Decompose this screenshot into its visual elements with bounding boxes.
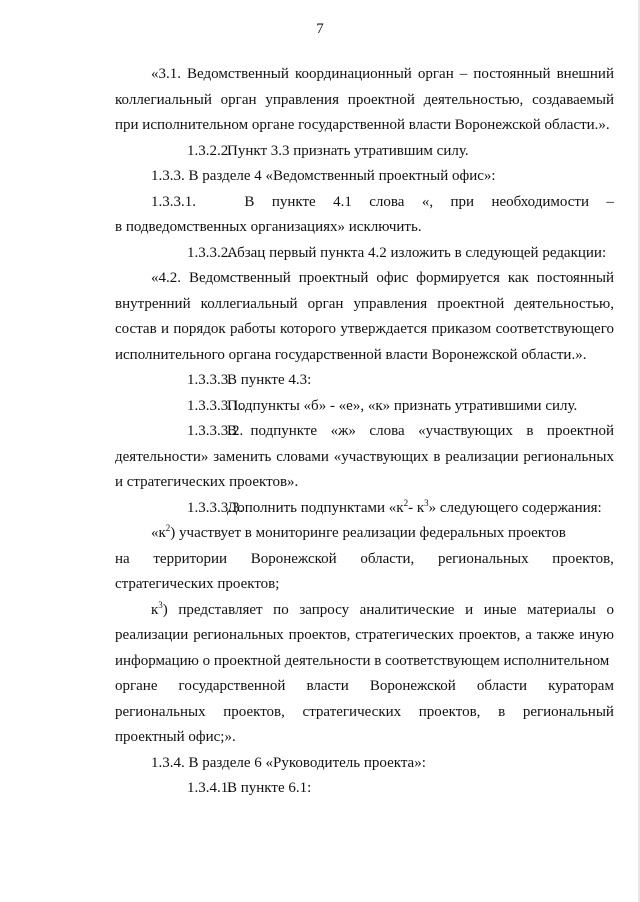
word: региональных [115,703,206,720]
text-part: » следующего содержания: [428,499,602,516]
paragraph-1-3-2-2 [115,139,614,165]
text-line: деятельности» заменить словами «участвующих в реализации региональных [115,448,614,465]
superscript: 3 [158,599,163,610]
word: пункте [271,193,316,210]
word: проектов, [552,550,614,567]
word: на [115,550,130,567]
word: власти [306,678,349,694]
superscript: 2 [403,497,409,508]
subitem-k3-line6: проектный офис;». [115,729,236,745]
paragraph-4-2 [115,266,614,368]
text-line: «4.2. Ведомственный проектный офис формируется как постоянный [151,270,614,286]
clause-number: 1.3.3.2. [187,244,232,261]
text-line: внутренний коллегиальный орган управления проектной деятельностью, [115,295,614,312]
word: стратегических [302,703,402,720]
word: в [498,703,506,720]
word: территории [153,550,228,567]
word: кураторам [548,678,614,694]
text-line: при исполнительном органе государственной власти Воронежской области.». [115,117,610,133]
paragraph-1-3-4-1 [115,776,614,802]
text-line: исполнительного органа государственной власти Воронежской области.». [115,346,587,363]
document-body [115,62,614,802]
paragraph-1-3-3-3-1 [115,394,614,420]
word: 4.1 [333,193,352,210]
text-part: - к [408,499,425,516]
word: региональных [438,550,529,567]
superscript: 3 [424,497,429,508]
text-line: и стратегических проектов». [115,474,299,490]
word: области [476,678,528,694]
clause-text: Подпункты «б» - «е», «к» признать утратившими силу. [227,397,578,414]
paragraph-1-3-3-1-line1 [115,190,614,216]
text-part: ) представляет по запросу аналитические и иные материалы [162,601,596,618]
word: необходимости [491,193,589,210]
word: органе [115,678,158,694]
clause-text: В пункте 4.3: [227,372,312,388]
text-line: коллегиальный орган управления проектной деятельностью, создаваемый [115,91,614,108]
paragraph-1-3-3-3-2 [115,419,614,496]
word: В [244,193,255,210]
word: региональный [522,703,614,720]
subitem-k3-line5 [115,700,614,726]
text-line: «3.1. Ведомственный координационный орган – постоянный внешний [151,66,614,82]
word: Воронежской [369,678,456,694]
clause-number: 1.3.3.3.2. [187,423,244,439]
paragraph-1-3-3-3-3 [115,496,614,522]
text-line: состав и порядок работы которого утверждается приказом соответствующего [115,321,614,337]
superscript: 2 [165,523,171,533]
paragraph-3-1 [115,62,614,139]
text-part: ) участвует в мониторинге реализации федеральных проектов [170,525,566,541]
clause-number: 1.3.2.2. [187,142,232,159]
paragraph-1-3-3-1-line2: в подведомственных организациях» исключить. [115,219,422,235]
page-number: 7 [316,21,324,37]
clause-number: 1.3.3.3.3. [187,499,244,516]
word: «, [421,193,434,210]
clause-number: 1.3.3.3.1. [187,397,244,414]
word: при [450,193,475,210]
text-line: информацию о проектной деятельности в соответствующем исполнительном [115,652,610,669]
paragraph-1-3-3: 1.3.3. В разделе 4 «Ведомственный проектный офис»: [151,168,496,184]
paragraph-1-3-3-2 [115,241,614,267]
subitem-k2-line2 [115,547,614,573]
subitem-k2-line1 [115,521,614,547]
word: государственной [178,678,286,694]
clause-text: Абзац первый пункта 4.2 изложить в следующей редакции: [227,244,607,261]
clause-number: 1.3.4.1. [187,780,232,796]
subitem-k3-line4 [115,674,614,700]
word: – [606,193,614,210]
text-line: В подпункте «ж» слова «участвующих в проектной [227,423,614,439]
paragraph-1-3-4: 1.3.4. В разделе 6 «Руководитель проекта»: [151,754,426,771]
word: слова [369,193,405,210]
clause-number: 1.3.3.1. [151,193,196,210]
clause-text: Пункт 3.3 признать утратившим силу. [227,142,469,159]
paragraph-1-3-3-3 [115,368,614,394]
clause-text: В пункте 6.1: [227,780,312,796]
text-part: к [151,601,159,618]
word: проектов, [418,703,481,720]
word: проектов, [223,703,285,720]
clause-number: 1.3.3.3. [187,372,232,388]
text-line: о реализации региональных проектов, стратегических проектов, а также иную [115,601,614,643]
text-part: «к [151,525,166,541]
word: области, [360,550,415,567]
subitem-k3-line1 [115,598,614,675]
text-part: Дополнить подпунктами «к [227,499,404,516]
subitem-k2-line3: стратегических проектов; [115,576,280,592]
word: Воронежской [250,550,337,567]
